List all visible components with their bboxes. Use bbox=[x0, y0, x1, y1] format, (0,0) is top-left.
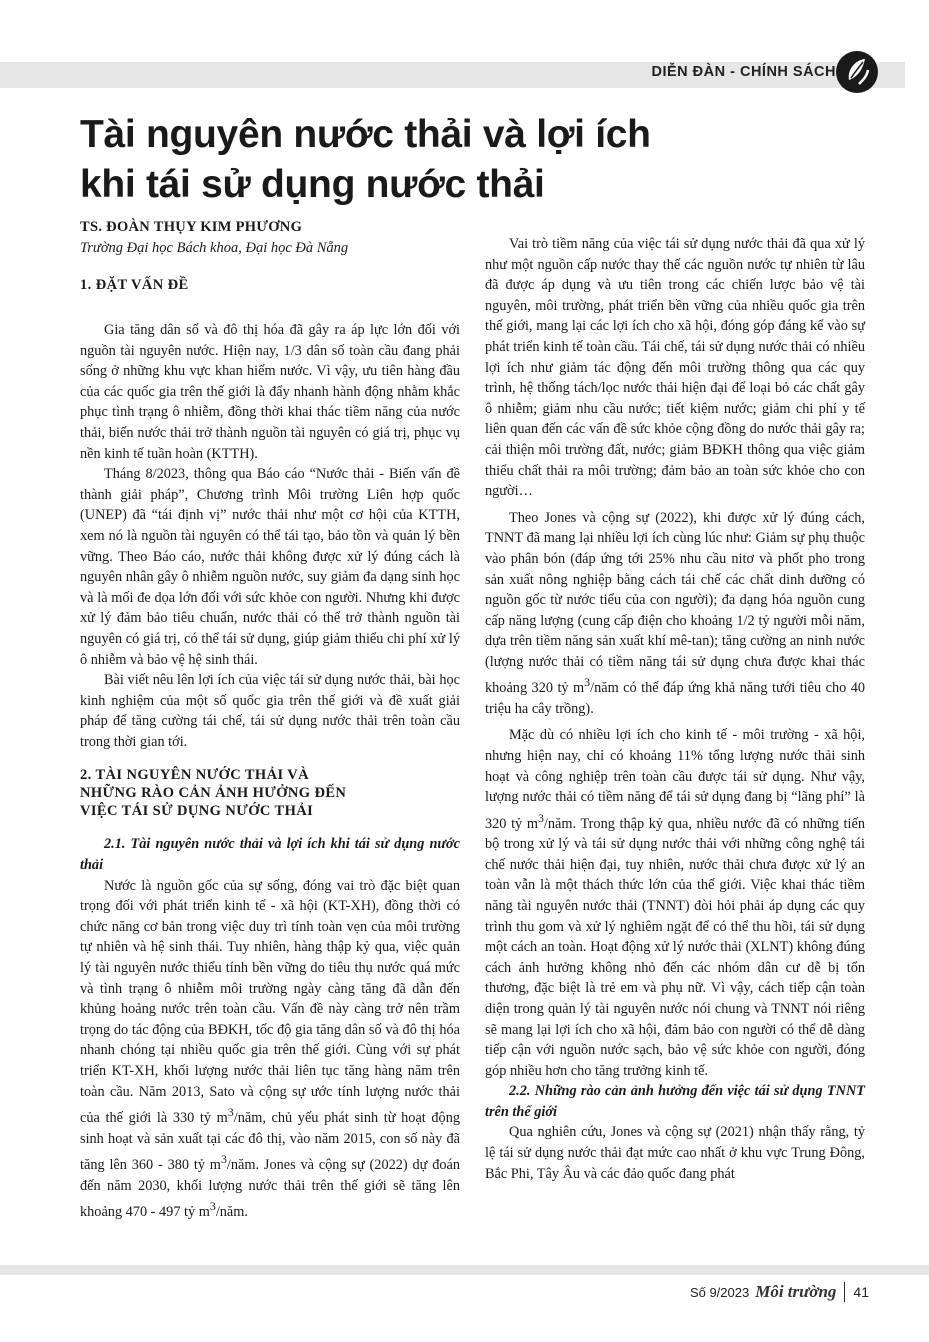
paragraph bbox=[80, 876, 460, 1223]
superscript: 3 bbox=[220, 1152, 227, 1167]
section-label: DIỄN ĐÀN - CHÍNH SÁCH bbox=[651, 64, 836, 80]
paragraph bbox=[485, 725, 865, 1081]
superscript: 3 bbox=[537, 810, 544, 825]
text-run: /năm có thể đáp ứng khả năng tưới tiêu cho 40 triệu ha cây trồng). bbox=[485, 680, 865, 717]
paragraph bbox=[485, 508, 865, 720]
subsection-heading-2-2: 2.2. Những rào cản ảnh hưởng đến việc tái sử dụng TNNT trên thế giới bbox=[485, 1083, 865, 1120]
superscript: 3 bbox=[209, 1199, 216, 1214]
text-run: Theo Jones và cộng sự (2022), khi được xử lý đúng cách, TNNT đã mang lại nhiều lợi ích cùng lúc như: Giảm sự phụ thuộc vào phân bón (đáp ứng tới 25% nhu cầu nitơ và phốt pho trong sản xuất nông nghiệp bằng cách tái chế các chất dinh dưỡng có nguồn gốc từ nước tiểu của con người); đa dạng hóa nguồn cung cấp năng lượng (cung cấp điện cho khoảng 1/2 tỷ người mỗi năm, dựa trên tiềm năng sản xuất khí mê-tan); tăng cường an ninh nước (lượng nước thải có tiềm năng tái sử dụng chưa được khai thác khoảng 320 tỷ m bbox=[485, 509, 865, 697]
paragraph: Tháng 8/2023, thông qua Báo cáo “Nước thải - Biến vấn đề thành giải pháp”, Chương trình Môi trường Liên hợp quốc (UNEP) đã “tái định vị” nước thải như một cơ hội của KTTH, xem nó là nguồn tài nguyên có thể tái tạo, bảo tồn và quản lý bền vững. Theo Báo cáo, nước thải không được xử lý đúng cách là nguyên nhân gây ô nhiễm nguồn nước, suy giảm đa dạng sinh học và là mối đe dọa lớn đối với sức khỏe con người. Nhưng khi được xử lý đảm bảo tiêu chuẩn, nước thải có thể trở thành nguồn tài nguyên có giá trị, có thể tái sử dụng, giúp giảm thiểu chi phí xử lý ô nhiễm và bảo vệ hệ sinh thái. bbox=[80, 466, 460, 668]
page-footer bbox=[690, 1282, 869, 1302]
footer-bar bbox=[0, 1265, 929, 1275]
section-heading-1: 1. ĐẶT VẤN ĐỀ bbox=[80, 277, 189, 293]
text-run: /năm. Trong thập kỷ qua, nhiều nước đã có những tiến bộ trong xử lý và tái sử dụng nước thải với những công nghệ tái chế nước thải hiện đại, tuy nhiên, nước thải chưa được xử lý an toàn vẫn là một thách thức lớn của thế giới. Việc khai thác tiềm năng tài nguyên nước thải (TNNT) đòi hỏi phải áp dụng các quy trình thu gom và xử lý nghiêm ngặt để có thể thu hồi, tái sử dụng một cách an toàn. Hoạt động xử lý nước thải (XLNT) không đúng cách ảnh hưởng không nhỏ đến các nhóm dân cư dễ bị tổn thương, đặc biệt là trẻ em và phụ nữ. Vì vậy, cách tiếp cận toàn diện trong quản lý tài nguyên nước nói chung và TNNT nói riêng sẽ mang lại lợi ích cho xã hội, đảm bảo con người có thể dễ dàng tiếp cận với nguồn nước sạch, bảo vệ sức khỏe con người, đóng góp nhiều hơn cho tăng trưởng kinh tế. bbox=[485, 815, 865, 1079]
magazine-name: Môi trường bbox=[755, 1282, 837, 1301]
text-run: Mặc dù có nhiều lợi ích cho kinh tế - môi trường - xã hội, nhưng hiện nay, chỉ có khoảng 11% tổng lượng nước thải sinh hoạt và công nghiệp trên toàn cầu được tái sử dụng. Như vậy, lượng nước thải có tiềm năng để tái sử dụng đang bị “lãng phí” là 320 tỷ m bbox=[485, 727, 865, 832]
heading-line: 2. TÀI NGUYÊN NƯỚC THẢI VÀ bbox=[80, 767, 310, 784]
section-heading-2 bbox=[80, 766, 460, 820]
text-run: Nước là nguồn gốc của sự sống, đóng vai trò đặc biệt quan trọng đối với phát triển kinh tế - xã hội (KT-XH), đồng thời có chức năng cơ bản trong việc duy trì tính toàn vẹn của môi trường tự nhiên và hệ sinh thái. Tuy nhiên, hàng thập kỷ qua, việc quản lý tài nguyên nước thiếu tính bền vững do tiêu thụ nước quá mức và tình trạng ô nhiễm môi trường ngày càng tăng đã dẫn đến khủng hoảng nước trên toàn cầu. Vấn đề này càng trở nên trầm trọng do tác động của BĐKH, tốc độ gia tăng dân số và đô thị hóa nhanh chóng tại nhiều quốc gia trên thế giới. Cùng với sự phát triển KT-XH, khối lượng nước thải liên tục tăng hàng năm trên toàn cầu. Năm 2013, Sato và cộng sự ước tính lượng nước thải của thế giới là 330 tỷ m bbox=[80, 877, 460, 1126]
superscript: 3 bbox=[584, 675, 591, 690]
right-column bbox=[485, 234, 865, 1184]
text-run: /năm, chủ yếu phát sinh từ hoạt động sinh hoạt và sản xuất tại các đô thị, vào năm 2015, con số này đã tăng lên 360 - 380 tỷ m bbox=[80, 1109, 460, 1173]
paragraph: Vai trò tiềm năng của việc tái sử dụng nước thải đã qua xử lý như một nguồn cấp nước thay thế các nguồn nước tự nhiên từ lâu đã được áp dụng và ưu tiên trong các chiến lược bảo vệ tài nguyên, môi trường, phát triển bền vững của nhiều quốc gia trên thế giới, mang lại các lợi ích cho xã hội, đóng góp đáng kể vào sự phát triển kinh tế toàn cầu. Tái chế, tái sử dụng nước thải có nhiều lợi ích như giảm tác động đến môi trường thông qua các quy trình, hệ thống tách/lọc nước thải hiện đại để loại bỏ các chất gây ô nhiễm; giảm nhu cầu nước; tiết kiệm nước; giảm chi phí y tế liên quan đến các vấn đề sức khỏe cộng đồng do nước thải gây ra; cải thiện môi trường đất, nước; giảm BĐKH thông qua việc giảm thiểu chất thải ra môi trường; đảm bảo an toàn sức khỏe cho con người… bbox=[485, 236, 865, 500]
superscript: 3 bbox=[227, 1105, 234, 1120]
text-run: /năm. bbox=[215, 1203, 248, 1220]
page-number: 41 bbox=[853, 1284, 869, 1300]
author-affiliation: Trường Đại học Bách khoa, Đại học Đà Nẵng bbox=[80, 240, 349, 256]
subsection-heading-2-1: 2.1. Tài nguyên nước thải và lợi ích khi tái sử dụng nước thải bbox=[80, 836, 460, 874]
paragraph: Gia tăng dân số và đô thị hóa đã gây ra áp lực lớn đối với nguồn tài nguyên nước. Hiện nay, 1/3 dân số toàn cầu đang phải sống ở những khu vực khan hiếm nước. Vì vậy, ưu tiên hàng đầu của các quốc gia trên thế giới là đẩy nhanh hành động nhằm khắc phục tình trạng ô nhiễm, đồng thời khai thác tiềm năng của nước thải, biến nước thải trở thành nguồn tài nguyên có giá trị, phục vụ nền kinh tế tuần hoàn (KTTH). bbox=[80, 322, 460, 462]
paragraph: Qua nghiên cứu, Jones và cộng sự (2021) nhận thấy rằng, tỷ lệ tái sử dụng nước thải đạt mức cao nhất ở khu vực Trung Đông, Bắc Phi, Tây Âu và các đảo quốc đang phát bbox=[485, 1124, 865, 1182]
left-column bbox=[80, 276, 460, 1222]
paragraph: Bài viết nêu lên lợi ích của việc tái sử dụng nước thải, bài học kinh nghiệm của một số quốc gia trên thế giới và đề xuất giải pháp để tăng cường tái chế, tái sử dụng nước thải trên toàn cầu trong thời gian tới. bbox=[80, 672, 460, 750]
heading-line: NHỮNG RÀO CẢN ẢNH HƯỞNG ĐẾN bbox=[80, 785, 347, 802]
footer-divider bbox=[844, 1282, 845, 1302]
text-run: /năm. Jones và cộng sự (2022) dự đoán đến năm 2030, khối lượng nước thải trên thế giới sẽ tăng lên khoảng 470 - 497 tỷ m bbox=[80, 1156, 461, 1220]
leaf-circle-icon bbox=[835, 50, 879, 94]
author-name: TS. ĐOÀN THỤY KIM PHƯƠNG bbox=[80, 219, 303, 235]
issue-number: Số 9/2023 bbox=[689, 1284, 750, 1300]
article-title: Tài nguyên nước thải và lợi ích khi tái sử dụng nước thải bbox=[80, 113, 651, 206]
heading-line: VIỆC TÁI SỬ DỤNG NƯỚC THẢI bbox=[80, 803, 314, 820]
